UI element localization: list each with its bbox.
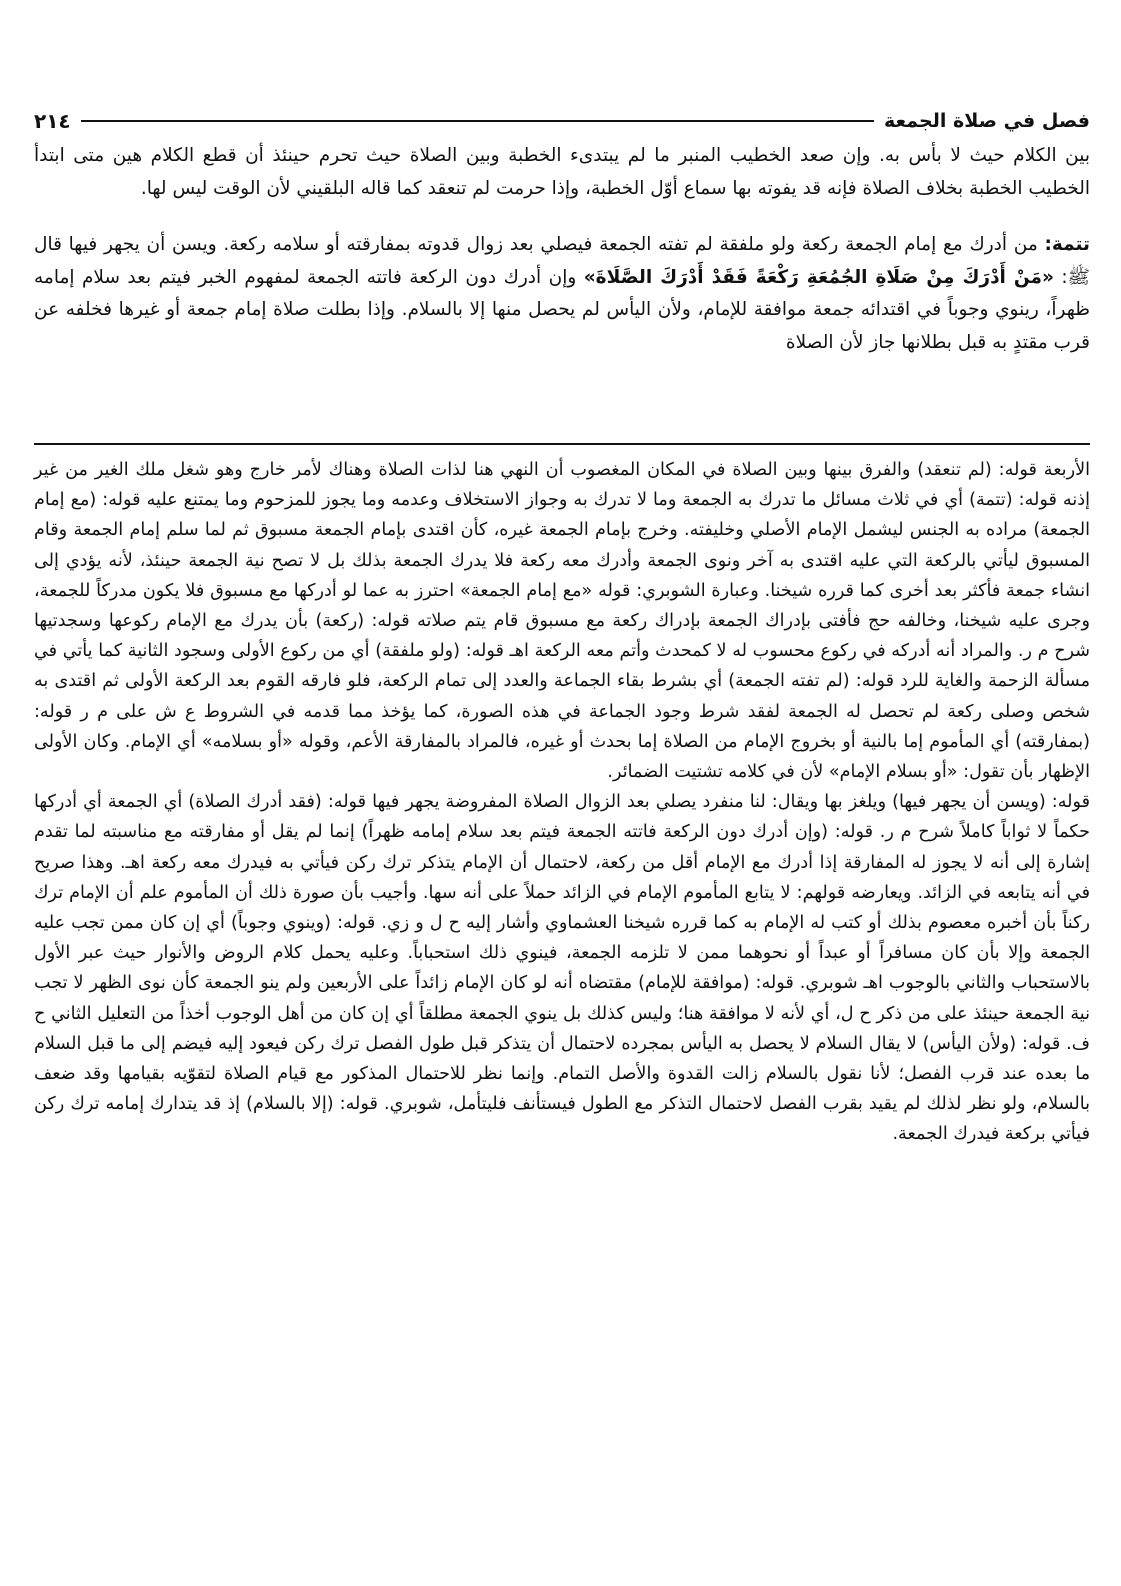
main-text-span: وإن أدرك دون الركعة فاتته الجمعة لمفهوم الخبر فيتم بعد سلام إمامه ظهراً، رينوي وجوباً في اقتدائه جمعة موافقة للإمام، ولأن اليأس لم يحصل منها إلا بالسلام. وإذا بطلت صلاة إمام جمعة أو غيرها فخلفه عن قرب مقتدٍ به قبل بطلانها جاز لأن الصلاة [34, 266, 1090, 353]
main-text [34, 140, 1090, 359]
chapter-title: فصل في صلاة الجمعة [884, 110, 1090, 132]
main-paragraph: بين الكلام حيث لا بأس به. وإن صعد الخطيب المنبر ما لم يبتدىء الخطبة وبين الصلاة حيث تحرم حينئذ أن قطع الكلام هين متى ابتدأ الخطيب الخطبة بخلاف الصلاة فإنه قد يفوته بها سماع أوّل الخطبة، وإذا حرمت لم تنعقد كما قاله البلقيني لأن الوقت ليس لها. [34, 145, 1090, 199]
commentary-notes [34, 455, 1090, 1150]
main-text-span: من أدرك مع إمام الجمعة ركعة ولو ملفقة لم تفته الجمعة فيصلي بعد زوال قدوته بمفارقته أو سلامه ركعة. ويسن أن يجهر فيها قال ﷺ: [34, 234, 1090, 288]
hadith-quote: «مَنْ أَدْرَكَ مِنْ صَلَاةِ الجُمُعَةِ رَكْعَةً فَقَدْ أَدْرَكَ الصَّلَاةَ» [583, 266, 1054, 288]
paragraph-gap [34, 205, 1090, 229]
main-paragraph [34, 229, 1090, 359]
tatimma-label: تتمة: [1044, 234, 1090, 255]
commentary-paragraph: الأربعة قوله: (لم تنعقد) والفرق بينها وبين الصلاة في المكان المغصوب أن النهي هنا لذات الصلاة وهناك لأمر خارج وهو شغل ملك الغير من غير إذنه قوله: (تتمة) أي في ثلاث مسائل ما تدرك به الجمعة وما لا تدرك به وجواز الاستخلاف وعدمه وما يجوز للمزحوم وما يمتنع عليه قوله: (مع إمام الجمعة) مراده به الجنس ليشمل الإمام الأصلي وخليفته. وخرج بإمام الجمعة غيره، كأن اقتدى بإمام الجمعة مسبوق ثم لما سلم إمام الجمعة وقام المسبوق ليأتي بالركعة التي عليه اقتدى به آخر ونوى الجمعة وأدرك معه ركعة فلا يدرك الجمعة بذلك بل لا تصح نية الجمعة حينئذ، لأنه يؤدي إلى انشاء جمعة فأكثر بعد أخرى كما قرره شيخنا. وعبارة الشوبري: قوله «مع إمام الجمعة» احترز به عما لو أدركها مع مسبوق فلا يكون مدركاً للجمعة، وجرى عليه شيخنا، وخالفه حج فأفتى بإدراك الجمعة بإدراك ركعة مع مسبوق قام يتم صلاته قوله: (ركعة) بأن يدرك مع الإمام ركوعها وسجدتيها شرح م ر. والمراد أنه أدركه في ركوع محسوب له لا كمحدث وأتم معه الركعة اهـ قوله: (ولو ملفقة) أي من ركوع الأولى وسجود الثانية كما يأتي في مسألة الزحمة والغاية للرد قوله: (لم تفته الجمعة) أي بشرط بقاء الجماعة والعدد إلى تمام الركعة، فلو فارقه القوم بعد الركعة الأولى ثم اقتدى به شخص وصلى ركعة لم تحصل له الجمعة لفقد شرط وجود الجماعة في هذه الصورة، كما يؤخذ مما قدمه في الشروط ع ش على م ر قوله: (بمفارقته) أي المأموم إما بالنية أو بخروج الإمام من الصلاة إما بحدث أو غيره، فالمراد بالمفارقة الأعم، وقوله «أو بسلامه» أي الإمام. وكان الأولى الإظهار بأن تقول: «أو بسلام الإمام» لأن في كلامه تشتيت الضمائر. [34, 460, 1090, 783]
commentary-paragraph: قوله: (ويسن أن يجهر فيها) ويلغز بها ويقال: لنا منفرد يصلي بعد الزوال الصلاة المفروضة يجهر فيها قوله: (فقد أدرك الصلاة) أي الجمعة أي أدركها حكماً لا ثواباً كاملاً شرح م ر. قوله: (وإن أدرك دون الركعة فاتته الجمعة فيتم بعد سلام إمامه ظهراً) إنما لم يقل أو مفارقته مع مناسبته لما تقدم إشارة إلى أنه لا يجوز له المفارقة إذا أدرك مع الإمام أقل من ركعة، لاحتمال أن الإمام يتذكر ترك ركن فيأتي به فيدرك معه ركعة اهـ. وهذا صريح في أنه يتابعه في الزائد. ويعارضه قولهم: لا يتابع المأموم الإمام في الزائد حملاً على أنه سها. وأجيب بأن صورة ذلك أن المأموم علم أن الإمام ترك ركناً بأن أخبره معصوم بذلك أو كتب له الإمام به كما قرره شيخنا العشماوي وأشار إليه ح ل و زي. قوله: (وينوي وجوباً) أي إن كان ممن تجب عليه الجمعة وإلا بأن كان مسافراً أو عبداً أو نحوهما ممن لا تلزمه الجمعة، فينوي ذلك استحباباً. وعليه يحمل كلام الروض والأنوار حيث عبر الأول بالاستحباب والثاني بالوجوب اهـ شوبري. قوله: (موافقة للإمام) مقتضاه أنه لو كان الإمام زائداً على الأربعين ولم ينو الجمعة كأن نوى الظهر لا تجب نية الجمعة حينئذ على من ذكر ح ل، أي لأنه لا موافقة هنا؛ وليس كذلك بل ينوي الجمعة مطلقاً أي إن كان من أهل الوجوب أخذاً من التعليل الثاني ح ف. قوله: (ولأن اليأس) لا يقال السلام لا يحصل به اليأس بمجرده لاحتمال أن يتذكر قبل طول الفصل ترك ركن فيعود إليه فيضم إلى ما قبل السلام ما بعده عند قرب الفصل؛ لأنا نقول بالسلام زالت القدوة والأصل التمام. وإنما نظر للاحتمال المذكور مع قيام الصلاة لتقوّيه بقيامها وقد ضعف بالسلام، ولو نظر لذلك لم يقيد بقرب الفصل لاحتمال التذكر مع الطول فيستأنف فليتأمل، شوبري. قوله: (إلا بالسلام) إذ قد يتدارك إمامه ترك ركن فيأتي بركعة فيدرك الجمعة. [34, 792, 1090, 1145]
page-header [34, 104, 1090, 138]
header-rule [81, 120, 874, 122]
page-number: ٢١٤ [34, 109, 71, 133]
footnote-divider [34, 443, 1090, 445]
